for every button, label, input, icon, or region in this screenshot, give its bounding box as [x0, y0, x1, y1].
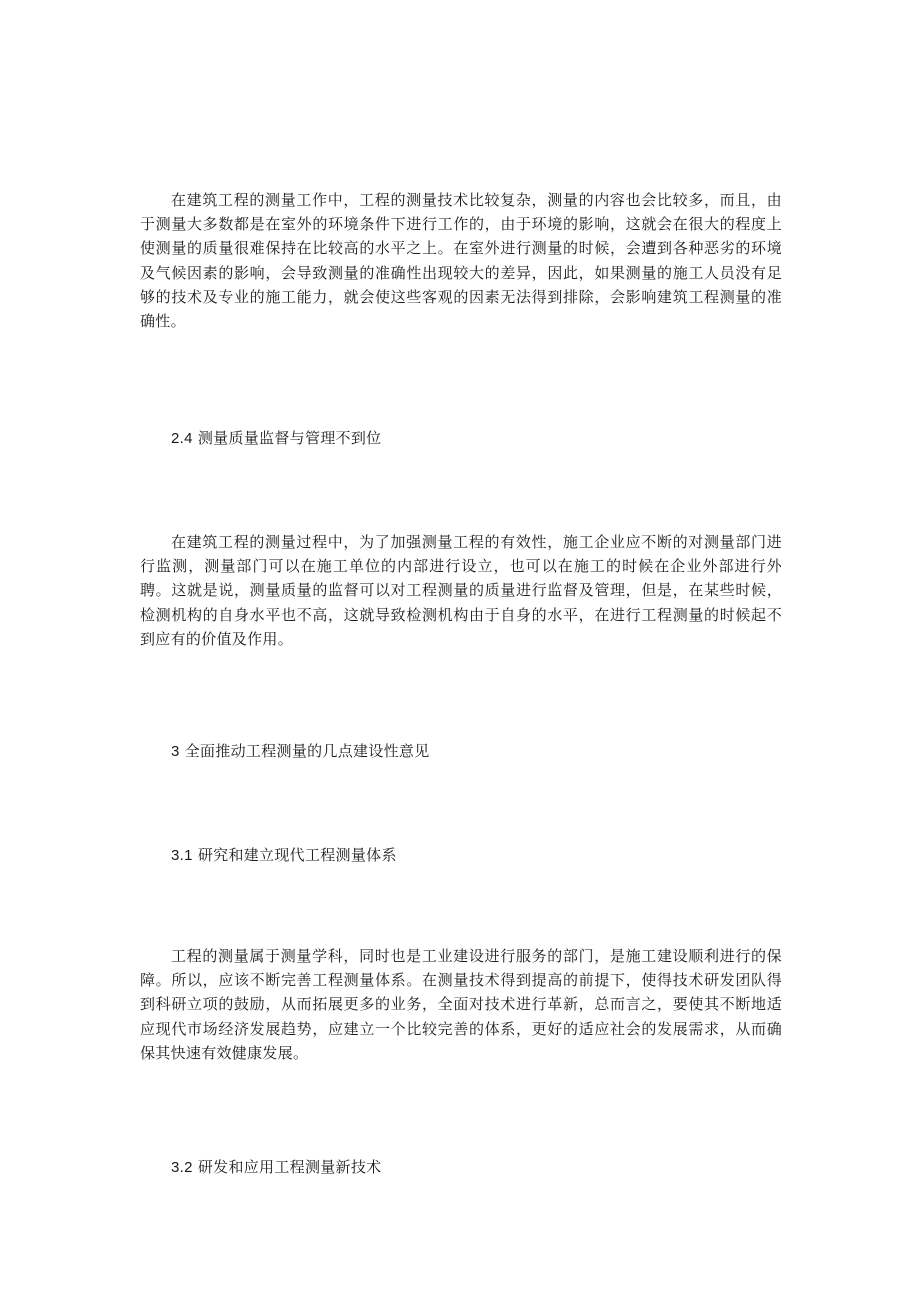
paragraph-measurement-complexity: 在建筑工程的测量工作中，工程的测量技术比较复杂，测量的内容也会比较多，而且，由于测量大多数都是在室外的环境条件下进行工作的，由于环境的影响，这就会在很大的程度上使测量的质量很难保持在比较高的水平之上。在室外进行测量的时候，会遭到各种恶劣的环境及气候因素的影响，会导致测量的准确性出现较大的差异，因此，如果测量的施工人员没有足够的技术及专业的施工能力，就会使这些客观的因素无法得到排除，会影响建筑工程测量的准确性。 [140, 191, 782, 331]
paragraph-quality-supervision: 在建筑工程的测量过程中，为了加强测量工程的有效性，施工企业应不断的对测量部门进行监测，测量部门可以在施工单位的内部进行设立，也可以在施工的时候在企业外部进行外聘。这就是说，测量质量的监督可以对工程测量的质量进行监督及管理，但是，在某些时候，检测机构的自身水平也不高，这就导致检测机构由于自身的水平，在进行工程测量的时候起不到应有的价值及作用。 [140, 533, 782, 648]
section-heading-3 [171, 739, 430, 764]
section-title: 研究和建立现代工程测量体系 [197, 846, 397, 864]
paragraph-measurement-system: 工程的测量属于测量学科，同时也是工业建设进行服务的部门，是施工建设顺利进行的保障。所以，应该不断完善工程测量体系。在测量技术得到提高的前提下，使得技术研发团队得到科研立项的鼓励，从而拓展更多的业务，全面对技术进行革新，总而言之，要使其不断地适应现代市场经济发展趋势，应建立一个比较完善的体系，更好的适应社会的发展需求，从而确保其快速有效健康发展。 [140, 947, 782, 1062]
section-number: 3.2 [171, 1159, 193, 1176]
section-title: 研发和应用工程测量新技术 [197, 1158, 382, 1176]
section-heading-3-1 [171, 843, 397, 868]
section-number: 3 [171, 743, 180, 760]
section-number: 2.4 [171, 430, 193, 447]
section-title: 测量质量监督与管理不到位 [197, 429, 382, 447]
section-heading-2-4 [171, 426, 381, 451]
section-heading-3-2 [171, 1155, 381, 1180]
section-number: 3.1 [171, 847, 193, 864]
section-title: 全面推动工程测量的几点建设性意见 [184, 742, 430, 760]
